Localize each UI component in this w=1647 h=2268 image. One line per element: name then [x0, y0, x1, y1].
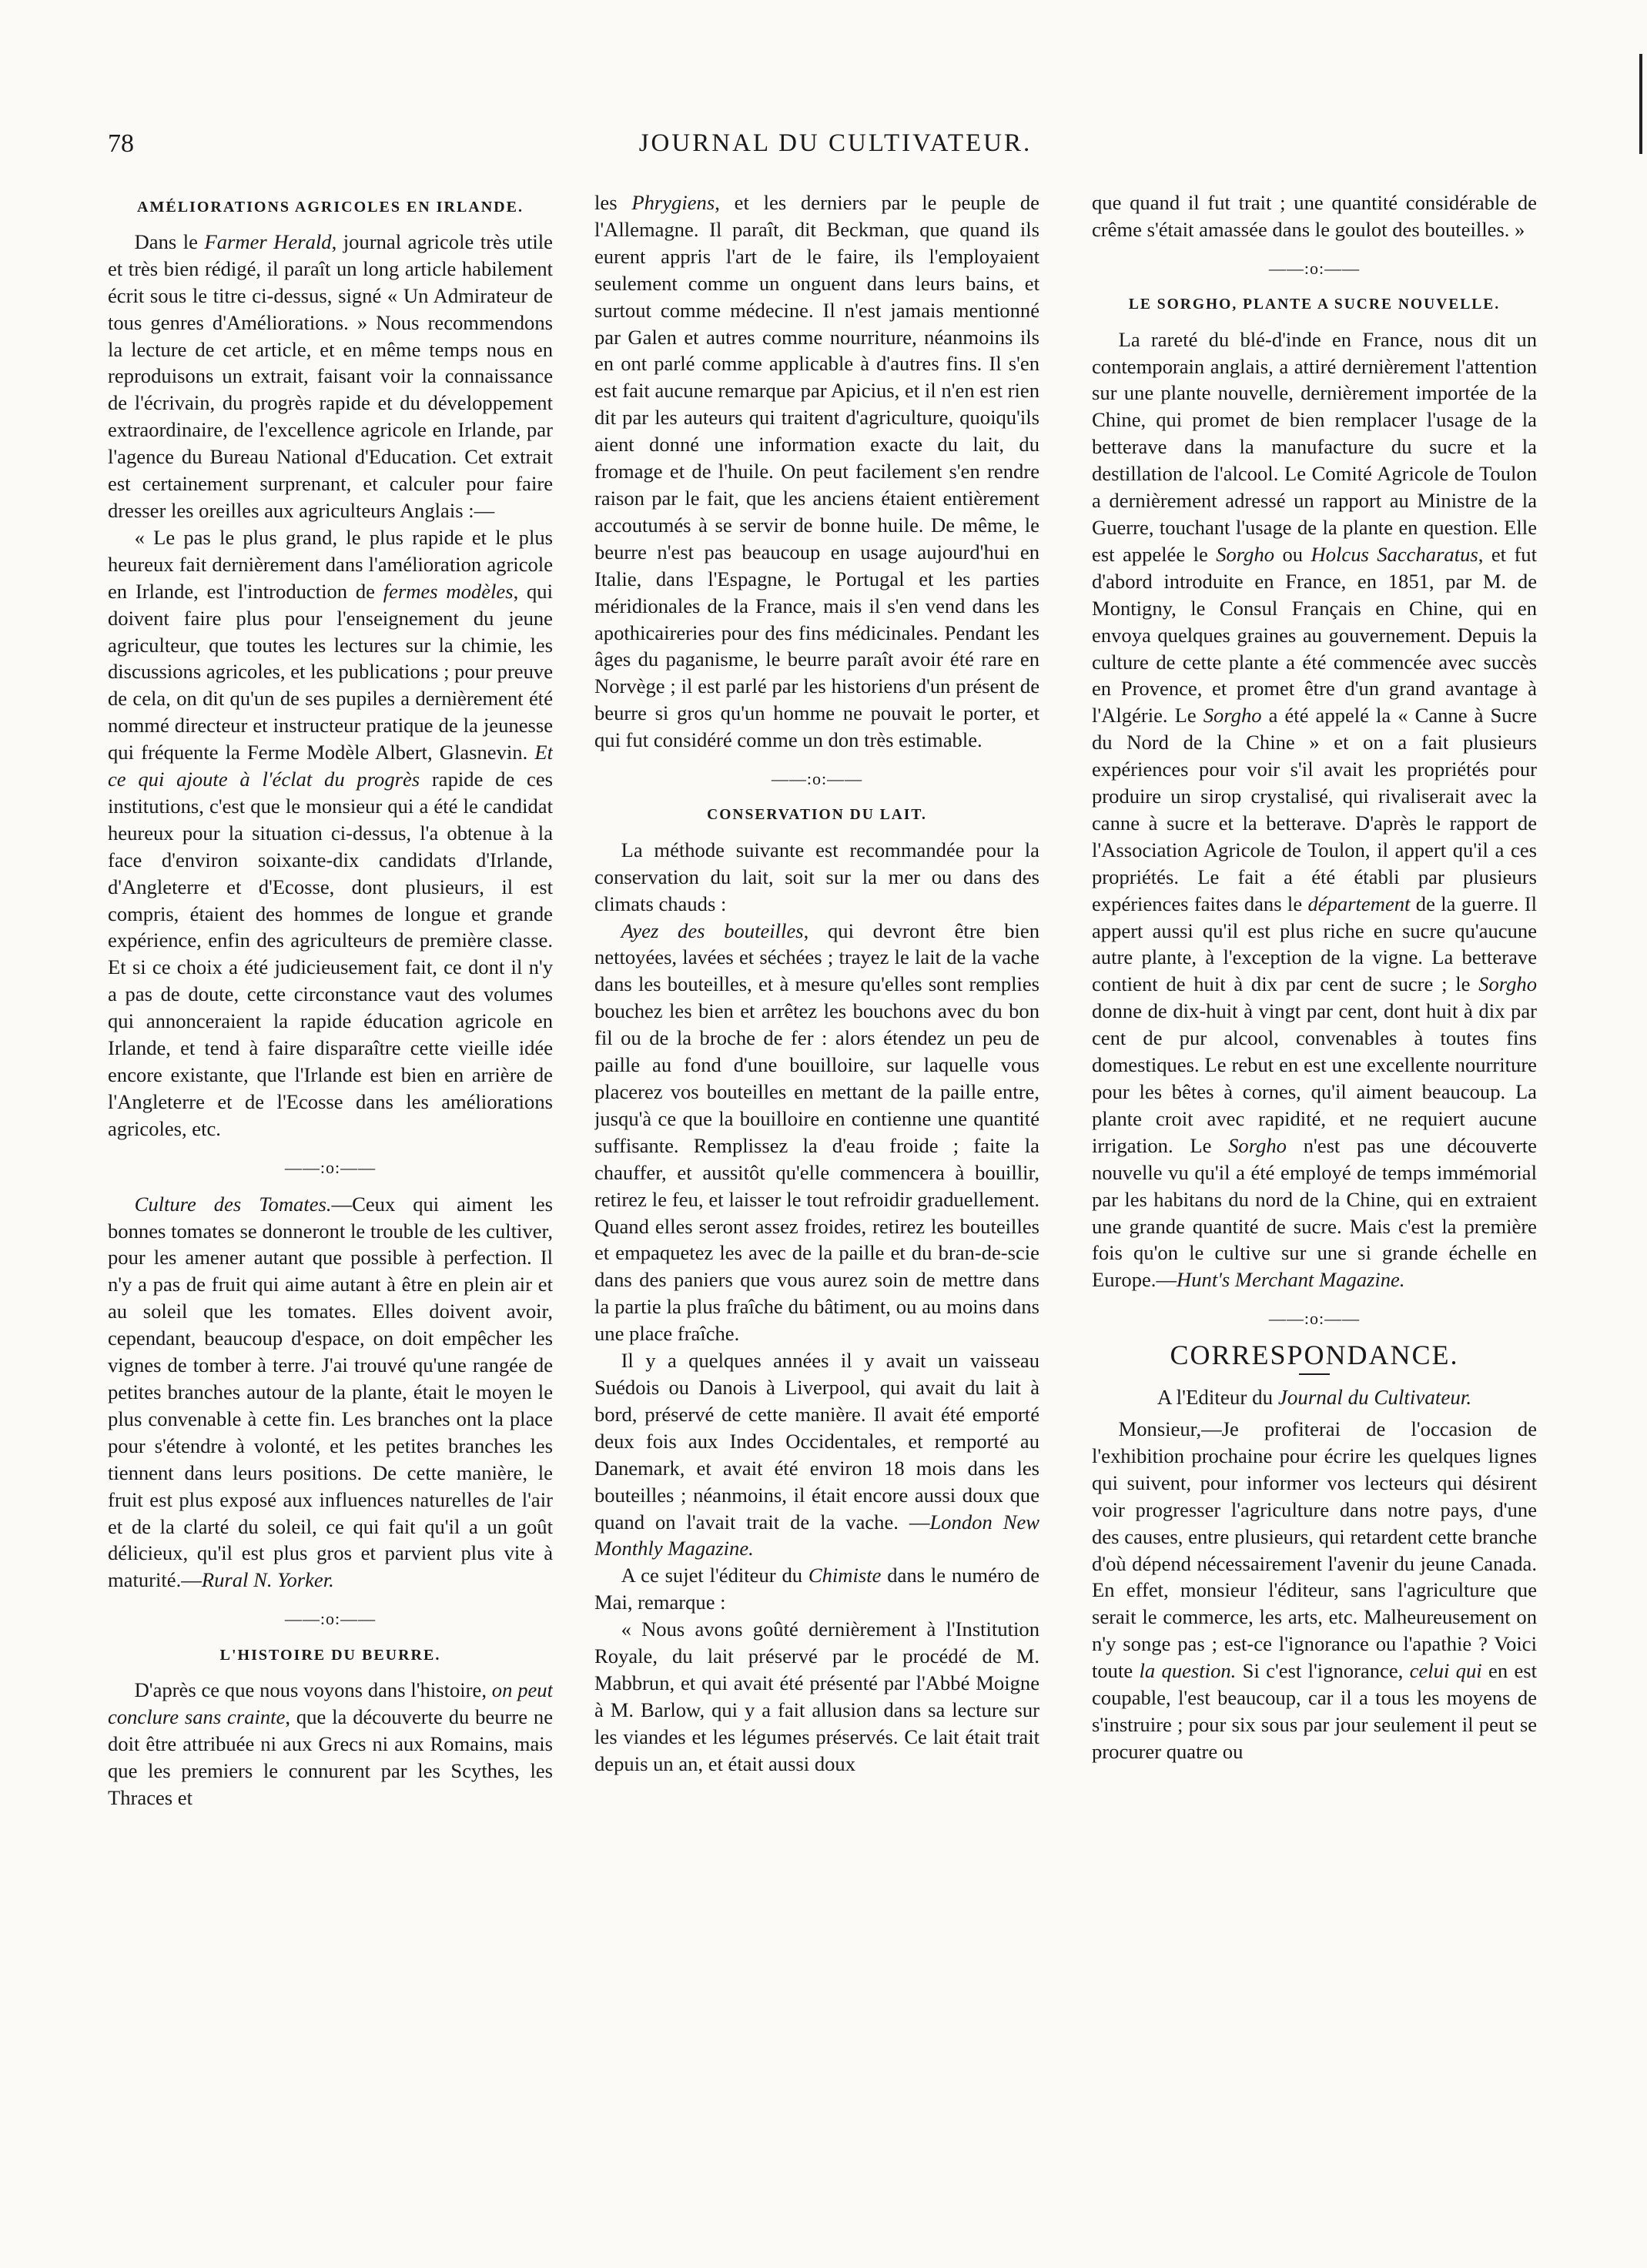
column-3 [1092, 189, 1537, 2230]
paragraph: La méthode suivante est recommandée pour la conservation du lait, soit sur la mer ou dans des climats chauds : [594, 838, 1039, 915]
paragraph: que quand il fut trait ; une quantité considérable de crême s'était amassée dans le goulot des bouteilles. » [1092, 191, 1537, 241]
article-heading-ameliorations: AMÉLIORATIONS AGRICOLES EN IRLANDE. [137, 199, 524, 216]
section-separator: ——:o:—— [284, 1157, 377, 1177]
section-separator: ——:o:—— [1268, 1309, 1361, 1329]
column-1 [108, 189, 553, 2230]
column-2 [594, 189, 1039, 2230]
section-separator: ——:o:—— [284, 1609, 377, 1629]
article-heading-conservation: CONSERVATION DU LAIT. [707, 806, 927, 823]
paragraph: les Phrygiens, et les derniers par le peuple de l'Allemagne. Il paraît, dit Beckman, que quand ils eurent appris l'art de le faire, ils l'employaient seulement comme un onguent dans leurs bains, et surtout comme médecine. Il n'est jamais mentionné par Galen et autres comme nourriture, néanmoins ils en ont parlé comme applicable à d'autres fins. Il s'en est fait aucune remarque par Apicius, et il n'en est rien dit par les auteurs qui traitent d'agriculture, quoiqu'ils aient donné une information exacte du lait, du fromage et de l'huile. On peut facilement s'en rendre raison par le fait, que les anciens étaient entièrement accoutumés à se servir de bonne huile. De même, le beurre n'est pas beaucoup en usage aujourd'hui en Italie, dans l'Espagne, le Portugal et les parties méridionales de la France, mais il s'en vend dans les apothicaireries pour des fins médicinales. Pendant les âges du paganisme, le beurre paraît avoir été rare en Norvège ; il est parlé par les historiens d'un présent de beurre si gros qu'un homme ne pouvait le porter, et qui fut considéré comme un don très estimable. [594, 191, 1039, 752]
paragraph: D'après ce que nous voyons dans l'histoire, on peut conclure sans crainte, que la découverte du beurre ne doit être attribuée ni aux Grecs ni aux Romains, mais que les premiers le connurent par les Scythes, les Thraces et [108, 1678, 553, 1809]
paragraph: « Nous avons goûté dernièrement à l'Institution Royale, du lait préservé par le procédé de M. Mabbrun, et qui avait été présenté par l'Abbé Moigne à M. Barlow, qui y a fait allusion dans sa lecture sur les viandes et les légumes préservés. Ce lait était trait depuis un an, et était aussi doux [594, 1617, 1039, 1775]
paragraph: « Le pas le plus grand, le plus rapide et le plus heureux fait dernièrement dans l'amélioration agricole en Irlande, est l'introduction de fermes modèles, qui doivent faire plus pour l'enseignement du jeune agriculteur, que toutes les lectures sur la chimie, les discussions agricoles, et les publications ; pour preuve de cela, on dit qu'un de ses pupiles a dernièrement été nommé directeur et instructeur pratique de la jeunesse qui fréquente la Ferme Modèle Albert, Glasnevin. Et ce qui ajoute à l'éclat du progrès rapide de ces institutions, c'est que le monsieur qui a été le candidat heureux pour la situation ci-dessus, l'a obtenue à la face d'environ soixante-dix candidats d'Irlande, d'Angleterre et d'Ecosse, dont plusieurs, il est compris, étaient des hommes de longue et grande expérience, enfin des agriculteurs de première classe. Et si ce choix a été judicieusement fait, ce dont il n'y a pas de doute, cette circonstance vaut des volumes qui annonceraient la rapide éducation agricole en Irlande, et tend à faire disparaître cette vieille idée encore existante, que l'Irlande est bien en arrière de l'Angleterre et de l'Ecosse dans les améliorations agricoles, etc. [108, 525, 553, 1140]
paragraph-tomates: Culture des Tomates.—Ceux qui aiment les bonnes tomates se donneront le trouble de les cultiver, pour les amener autant que possible à perfection. Il n'y a pas de fruit qui aime autant à être en plein air et au soleil que les tomates. Elles doivent avoir, cependant, beaucoup d'espace, on doit empêcher les vignes de tomber à terre. J'ai trouvé qu'une rangée de petites branches autour de la plante, était le moyen le plus convenable à cette fin. Les branches ont la place pour s'étendre à volonté, et les petites branches les tiennent dans leurs positions. De cette manière, le fruit est plus exposé aux influences naturelles de l'air et de la clarté du soleil, ce qui fait qu'il a un goût délicieux, qu'il est plus gros et parvient plus vite à maturité.—Rural N. Yorker. [108, 1192, 553, 1592]
paragraph: A ce sujet l'éditeur du Chimiste dans le numéro de Mai, remarque : [594, 1564, 1039, 1614]
paragraph: Monsieur,—Je profiterai de l'occasion de l'exhibition prochaine pour écrire les quelques lignes qui suivent, pour informer vos lecteurs qui désirent voir progresser l'agriculture dans notre pays, d'une des causes, entre plusieurs, qui retardent cette branche d'où dépend nécessairement l'avenir du jeune Canada. En effet, monsieur l'éditeur, sans l'agriculture que serait le commerce, les arts, etc. Malheureusement on n'y songe pas ; est-ce l'ignorance ou l'apathie ? Voici toute la question. Si c'est l'ignorance, celui qui en est coupable, l'est beaucoup, car il a tous les moyens de s'instruire ; pour six sous par jour seulement il peut se procurer quatre ou [1092, 1417, 1537, 1763]
paragraph: Il y a quelques années il y avait un vaisseau Suédois ou Danois à Liverpool, qui avait du lait à bord, préservé de cette manière. Il avait été emporté deux fois aux Indes Occidentales, et remporté au Danemark, et avait été environ 18 mois dans les bouteilles ; néanmoins, il était encore aussi doux que quand on l'avait trait de la vache. —London New Monthly Magazine. [594, 1349, 1039, 1561]
paragraph: Dans le Farmer Herald, journal agricole très utile et très bien rédigé, il paraît un long article habilement écrit sous le titre ci-dessus, signé « Un Admirateur de tous genres d'Améliorations. » Nous recommendons la lecture de cet article, et en même temps nous en reproduisons un extrait, faisant voir la connaissance de l'écrivain, du progrès rapide et du développement extraordinaire, de l'excellence agricole en Irlande, par l'agence du Bureau National d'Education. Cet extrait est certainement surprenant, et calculer pour faire dresser les oreilles aux agriculteurs Anglais :— [108, 229, 553, 522]
running-title: JOURNAL DU CULTIVATEUR. [638, 129, 1033, 157]
paragraph: La rareté du blé-d'inde en France, nous dit un contemporain anglais, a attiré dernièrement l'attention sur une plante nouvelle, dernièrement importée de la Chine, qui promet de bien remplacer l'usage de la betterave dans la manufacture du sucre et la destillation de l'alcool. Le Comité Agricole de Toulon a dernièrement adressé un rapport au Ministre de la Guerre, touchant l'usage de la plante en question. Elle est appelée le Sorgho ou Holcus Saccharatus, et fut d'abord introduite en France, en 1851, par M. de Montigny, le Consul Français en Chine, qui en envoya quelques graines au gouvernement. Depuis la culture de cette plante a été commencée avec succès en Provence, et promet être d'un grand avantage à l'Algérie. Le Sorgho a été appelé la « Canne à Sucre du Nord de la Chine » et on a fait plusieurs expériences pour voir s'il avait les propriétés pour produire un sirop crystalisé, qui rivaliserait avec la canne à sucre et la betterave. D'après le rapport de l'Association Agricole de Toulon, il appert qu'il a ces propriétés. Le fait a été établi par plusieurs expériences faites dans le département de la guerre. Il appert aussi qu'il est plus riche en sucre qu'aucune autre plante, à l'exception de la vigne. La betterave contient de huit à dix par cent de sucre ; le Sorgho donne de dix-huit à vingt par cent, dont huit à dix par cent de pur alcool, convenables à toutes fins domestiques. Le rebut en est une excellente nourriture pour les bêtes à cornes, qu'il aiment beaucoup. La plante croit avec rapidité, et ne requiert aucune irrigation. Le Sorgho n'est pas une découverte nouvelle vu qu'il a été employé de temps immémorial par les habitans du nord de la Chine, qui en extraient une grande quantité de sucre. Mais c'est la première fois qu'on le cultive sur une si grande échelle en Europe.—Hunt's Merchant Magazine. [1092, 327, 1537, 1292]
paragraph: Ayez des bouteilles, qui devront être bien nettoyées, lavées et séchées ; trayez le lait de la vache dans les bouteilles, et à mesure qu'elles sont remplies bouchez les bien et arrêtez les bouchons avec du bon fil ou de la broche de fer : alors étendez un peu de paille au fond d'une bouilloire, sur laquelle vous placerez vos bouteilles en mettant de la paille entre, jusqu'à ce que la bouilloire en contienne une quantité suffisante. Remplissez la d'eau froide ; faite la chauffer, et aussitôt qu'elle commencera à bouillir, retirez le feu, et laisser le tout refroidir graduellement. Quand elles seront assez froides, retirez les bouteilles et empaquetez les avec de la paille et du bran-de-scie dans des paniers que vous aurez soin de mettre dans la partie la plus fraîche du bâtiment, ou au moins dans une place fraîche. [594, 918, 1039, 1346]
section-separator: ——:o:—— [771, 769, 863, 789]
section-separator: ——:o:—— [1268, 258, 1361, 278]
article-heading-beurre: L'HISTOIRE DU BEURRE. [219, 1647, 441, 1664]
letter-address: A l'Editeur du Journal du Cultivateur. [1157, 1386, 1472, 1410]
article-heading-sorgho: LE SORGHO, PLANTE A SUCRE NOUVELLE. [1128, 296, 1501, 313]
short-rule [1299, 1373, 1330, 1375]
page-number: 78 [108, 129, 134, 158]
correspondance-heading: CORRESPONDANCE. [1170, 1340, 1459, 1371]
page-edge-mark [1639, 54, 1642, 154]
page-header [108, 129, 1563, 168]
